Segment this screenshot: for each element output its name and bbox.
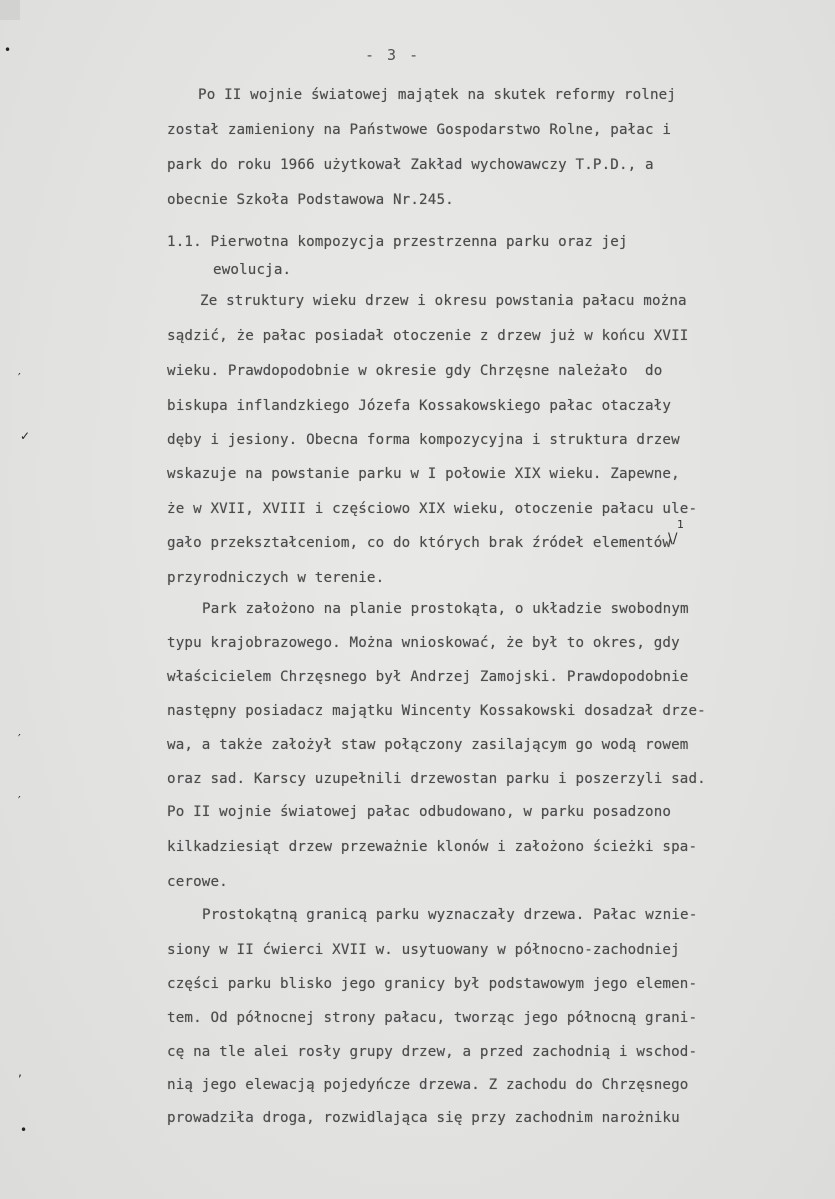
margin-dot: ′ <box>18 371 21 385</box>
margin-dot: ′ <box>18 794 21 808</box>
text-line: Prostokątną granicą parku wyznaczały drzewa. Pałac wznie- <box>202 907 698 923</box>
text-line: typu krajobrazowego. Można wnioskować, że był to okres, gdy <box>167 635 680 651</box>
text-line: dęby i jesiony. Obecna forma kompozycyjna i struktura drzew <box>167 432 680 448</box>
text-line: Ze struktury wieku drzew i okresu powstania pałacu można <box>200 293 687 309</box>
text-line: tem. Od północnej strony pałacu, tworząc jego północną grani- <box>167 1010 698 1026</box>
text-line: wieku. Prawdopodobnie w okresie gdy Chrzęsne należało do <box>167 363 663 379</box>
text-line: przyrodniczych w terenie. <box>167 570 385 586</box>
text-line: siony w II ćwierci XVII w. usytuowany w północno-zachodniej <box>167 942 680 958</box>
text-line: gało przekształceniom, co do których brak źródeł elementów <box>167 535 672 551</box>
text-line: właścicielem Chrzęsnego był Andrzej Zamojski. Prawdopodobnie <box>167 669 689 685</box>
section-heading: ewolucja. <box>213 262 292 278</box>
text-line: został zamieniony na Państwowe Gospodarstwo Rolne, pałac i <box>167 122 672 138</box>
text-line: biskupa inflandzkiego Józefa Kossakowskiego pałac otaczały <box>167 398 672 414</box>
text-line: wskazuje na powstanie parku w I połowie XIX wieku. Zapewne, <box>167 466 680 482</box>
handwritten-insertion-number: 1 <box>677 518 684 531</box>
text-line: cę na tle alei rosły grupy drzew, a przed zachodnią i wschod- <box>167 1044 698 1060</box>
scan-smudge <box>0 0 20 20</box>
text-line: wa, a także założył staw połączony zasilającym go wodą rowem <box>167 737 689 753</box>
text-line: następny posiadacz majątku Wincenty Kossakowski dosadzał drze- <box>167 703 706 719</box>
margin-dot: • <box>20 1123 28 1137</box>
text-line: Po II wojnie światowej majątek na skutek reformy rolnej <box>198 87 677 103</box>
margin-dot: ✓ <box>20 429 31 443</box>
text-line: części parku blisko jego granicy był podstawowym jego elemen- <box>167 976 698 992</box>
text-line: cerowe. <box>167 874 228 890</box>
text-line: nią jego elewacją pojedyńcze drzewa. Z zachodu do Chrzęsnego <box>167 1077 689 1093</box>
section-heading: 1.1. Pierwotna kompozycja przestrzenna parku oraz jej <box>167 234 628 250</box>
text-line: prowadziła droga, rozwidlająca się przy zachodnim narożniku <box>167 1110 680 1126</box>
text-line: Po II wojnie światowej pałac odbudowano, w parku posadzono <box>167 804 672 820</box>
page-number: - 3 - <box>365 46 421 64</box>
margin-dot: ′ <box>18 732 21 746</box>
text-line: obecnie Szkoła Podstawowa Nr.245. <box>167 192 454 208</box>
text-line: kilkadziesiąt drzew przeważnie klonów i założono ścieżki spa- <box>167 839 698 855</box>
text-line: Park założono na planie prostokąta, o układzie swobodnym <box>202 601 689 617</box>
text-line: oraz sad. Karscy uzupełnili drzewostan parku i poszerzyli sad. <box>167 771 706 787</box>
text-line: że w XVII, XVIII i częściowo XIX wieku, otoczenie pałacu ule- <box>167 501 698 517</box>
margin-dot: ‚ <box>18 1065 22 1079</box>
handwritten-insertion-mark: \/ <box>668 531 678 547</box>
text-line: sądzić, że pałac posiadał otoczenie z drzew już w końcu XVII <box>167 328 689 344</box>
margin-dot: • <box>4 43 12 57</box>
text-line: park do roku 1966 użytkował Zakład wychowawczy T.P.D., a <box>167 157 654 173</box>
